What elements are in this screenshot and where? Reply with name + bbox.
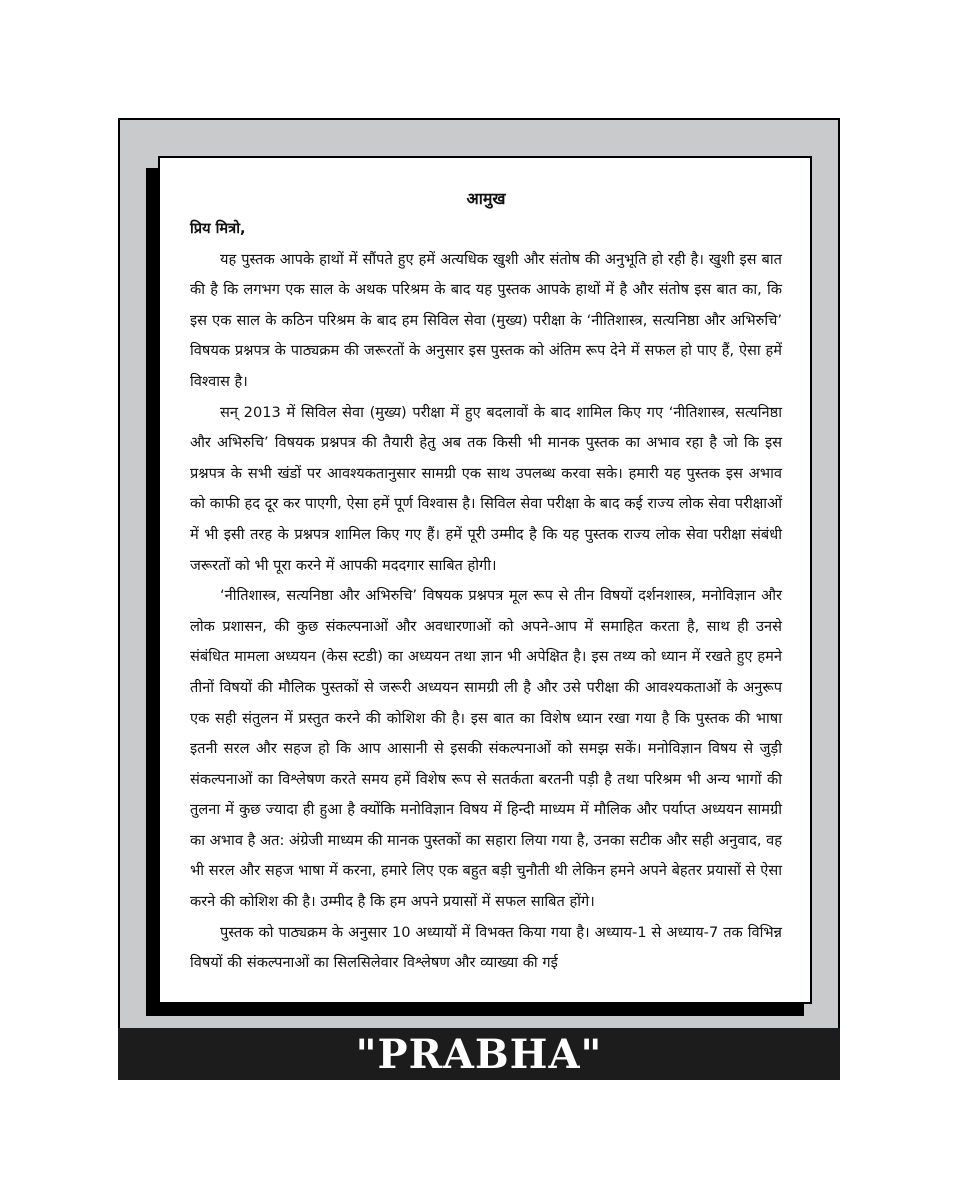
publisher-name: "PRABHA" xyxy=(355,1030,603,1078)
paragraph-3: ‘नीतिशास्त्र, सत्यनिष्ठा और अभिरुचि’ विषयक प्रश्नपत्र मूल रूप से तीन विषयों दर्शनशास्त्र, मनोविज्ञान और लोक प्रशासन, की कुछ संकल्पनाओं और अवधारणाओं को अपने-आप में समाहित करता है, साथ ही उनसे संबंधित मामला अध्ययन (केस स्टडी) का अध्ययन तथा ज्ञान भी अपेक्षित है। इस तथ्य को ध्यान में रखते हुए हमने तीनों विषयों की मौलिक पुस्तकों से जरूरी अध्ययन सामग्री ली है और उसे परीक्षा की आवश्यकताओं के अनुरूप एक सही संतुलन में प्रस्तुत करने की कोशिश की है। इस बात का विशेष ध्यान रखा गया है कि पुस्तक की भाषा इतनी सरल और सहज हो कि आप आसानी से इसकी संकल्पनाओं को समझ सकें। मनोविज्ञान विषय से जुड़ी संकल्पनाओं का विश्लेषण करते समय हमें विशेष रूप से सतर्कता बरतनी पड़ी है तथा परिश्रम भी अन्य भागों की तुलना में कुछ ज्यादा ही हुआ है क्योंकि मनोविज्ञान विषय में हिन्दी माध्यम में मौलिक और पर्याप्त अध्ययन सामग्री का अभाव है अत: अंग्रेजी माध्यम की मानक पुस्तकों का सहारा लिया गया है, उनका सटीक और सही अनुवाद, वह भी सरल और सहज भाषा में करना, हमारे लिए एक बहुत बड़ी चुनौती थी लेकिन हमने अपने बेहतर प्रयासों से ऐसा करने की कोशिश की है। उम्मीद है कि हम अपने प्रयासों में सफल साबित होंगे। xyxy=(190,587,782,911)
salutation: प्रिय मित्रो, xyxy=(190,220,246,237)
document-title: आमुख xyxy=(466,189,506,208)
document-content xyxy=(190,186,782,979)
paragraph-2: सन् 2013 में सिविल सेवा (मुख्य) परीक्षा में हुए बदलावों के बाद शामिल किए गए ‘नीतिशास्त्र, सत्यनिष्ठा और अभिरुचि’ विषयक प्रश्नपत्र की तैयारी हेतु अब तक किसी भी मानक पुस्तक का अभाव रहा है जो कि इस प्रश्नपत्र के सभी खंडों पर आवश्यकतानुसार सामग्री एक साथ उपलब्ध करवा सके। हमारी यह पुस्तक इस अभाव को काफी हद दूर कर पाएगी, ऐसा हमें पूर्ण विश्वास है। सिविल सेवा परीक्षा के बाद कई राज्य लोक सेवा परीक्षाओं में भी इसी तरह के प्रश्नपत्र शामिल किए गए हैं। हमें पूरी उम्मीद है कि यह पुस्तक राज्य लोक सेवा परीक्षा संबंधी जरूरतों को भी पूरा करने में आपकी मददगार साबित होगी। xyxy=(190,403,782,574)
paragraph-4: पुस्तक को पाठ्यक्रम के अनुसार 10 अध्यायों में विभक्त किया गया है। अध्याय-1 से अध्याय-7 तक विभिन्न विषयों की संकल्पनाओं का सिलसिलेवार विश्लेषण और व्याख्या की गई xyxy=(190,923,782,972)
document-page xyxy=(158,156,812,1004)
paragraph-1: यह पुस्तक आपके हाथों में सौंपते हुए हमें अत्यधिक खुशी और संतोष की अनुभूति हो रही है। खुशी इस बात की है कि लगभग एक साल के अथक परिश्रम के बाद यह पुस्तक आपके हाथों में है और संतोष इस बात का, कि इस एक साल के कठिन परिश्रम के बाद हम सिविल सेवा (मुख्य) परीक्षा के ‘नीतिशास्त्र, सत्यनिष्ठा और अभिरुचि’ विषयक प्रश्नपत्र के पाठ्यक्रम की जरूरतों के अनुसार इस पुस्तक को अंतिम रूप देने में सफल हो पाए हैं, ऐसा हमें विश्वास है। xyxy=(190,250,782,390)
